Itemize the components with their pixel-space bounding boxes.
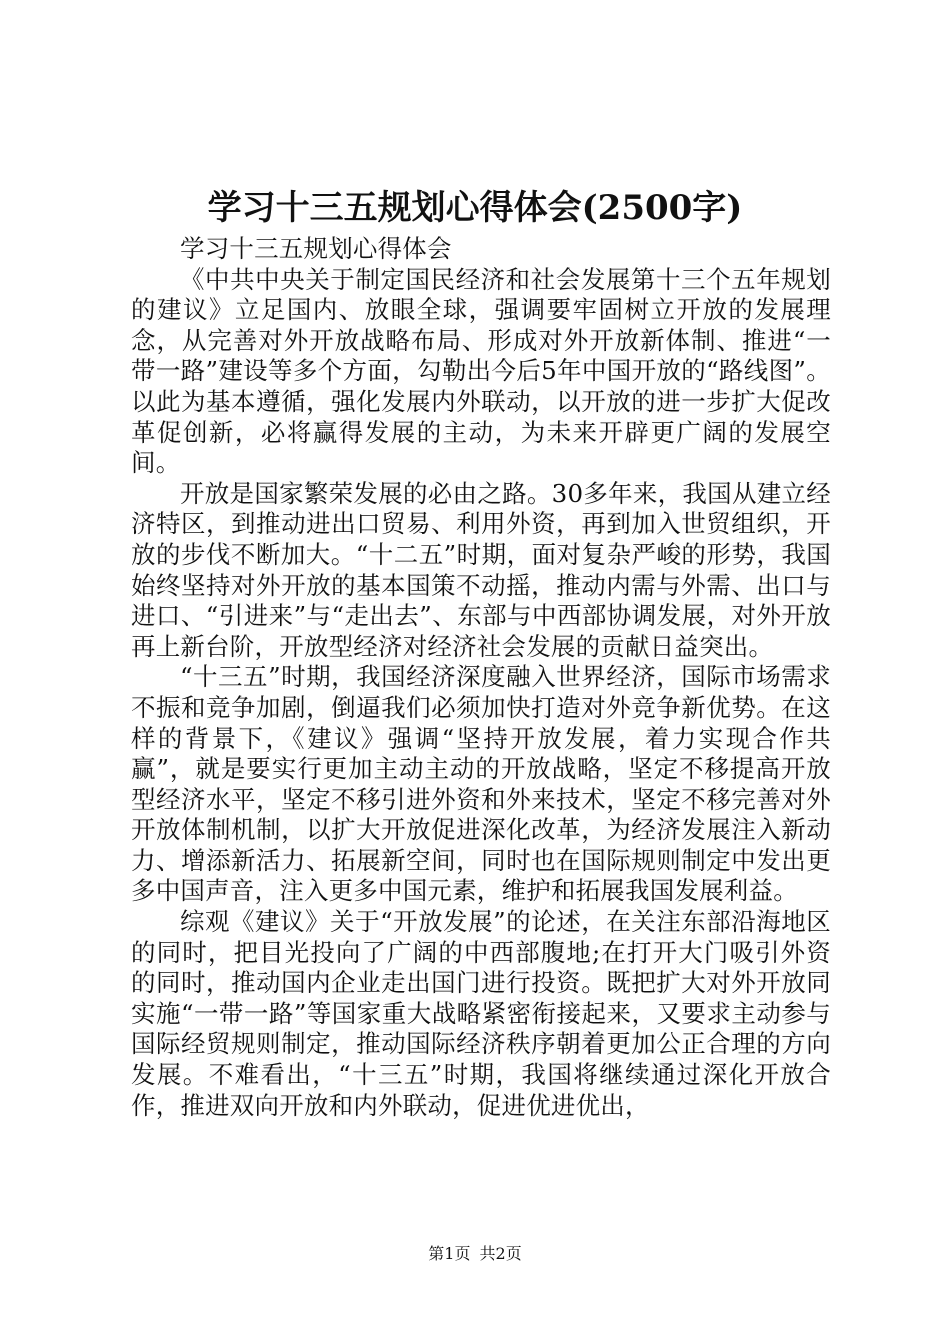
document-subtitle: 学习十三五规划心得体会 [180,234,452,263]
document-body [131,234,831,1121]
page-number: 第1页 [428,1244,471,1263]
page-footer [0,1243,950,1265]
paragraph-1: 《中共中央关于制定国民经济和社会发展第十三个五年规划的建议》立足国内、放眼全球，强调要牢固树立开放的发展理念，从完善对外开放战略布局、形成对外开放新体制、推进“一带一路”建设等多个方面，勾勒出今后5年中国开放的“路线图”。以此为基本遵循，强化发展内外联动，以开放的进一步扩大促改革促创新，必将赢得发展的主动，为未来开辟更广阔的发展空间。 [131,264,831,478]
document-title: 学习十三五规划心得体会(2500字) [207,188,743,228]
paragraph-4: 综观《建议》关于“开放发展”的论述，在关注东部沿海地区的同时，把目光投向了广阔的中西部腹地;在打开大门吸引外资的同时，推动国内企业走出国门进行投资。既把扩大对外开放同实施“一带一路”等国家重大战略紧密衔接起来，又要求主动参与国际经贸规则制定，推动国际经济秩序朝着更加公正合理的方向发展。不难看出，“十三五”时期，我国将继续通过深化开放合作，推进双向开放和内外联动，促进优进优出， [131,907,831,1120]
paragraph-3: “十三五”时期，我国经济深度融入世界经济，国际市场需求不振和竞争加剧，倒逼我们必须加快打造对外竞争新优势。在这样的背景下，《建议》强调“坚持开放发展，着力实现合作共赢”，就是要实行更加主动主动的开放战略，坚定不移提高开放型经济水平，坚定不移引进外资和外来技术，坚定不移完善对外开放体制机制，以扩大开放促进深化改革，为经济发展注入新动力、增添新活力、拓展新空间，同时也在国际规则制定中发出更多中国声音，注入更多中国元素，维护和拓展我国发展利益。 [131,662,831,906]
paragraph-2: 开放是国家繁荣发展的必由之路。30多年来，我国从建立经济特区，到推动进出口贸易、利用外资，再到加入世贸组织，开放的步伐不断加大。“十二五”时期，面对复杂严峻的形势，我国始终坚持对外开放的基本国策不动摇，推动内需与外需、出口与进口、“引进来”与“走出去”、东部与中西部协调发展，对外开放再上新台阶，开放型经济对经济社会发展的贡献日益突出。 [131,478,831,661]
page-total: 共2页 [479,1244,522,1263]
